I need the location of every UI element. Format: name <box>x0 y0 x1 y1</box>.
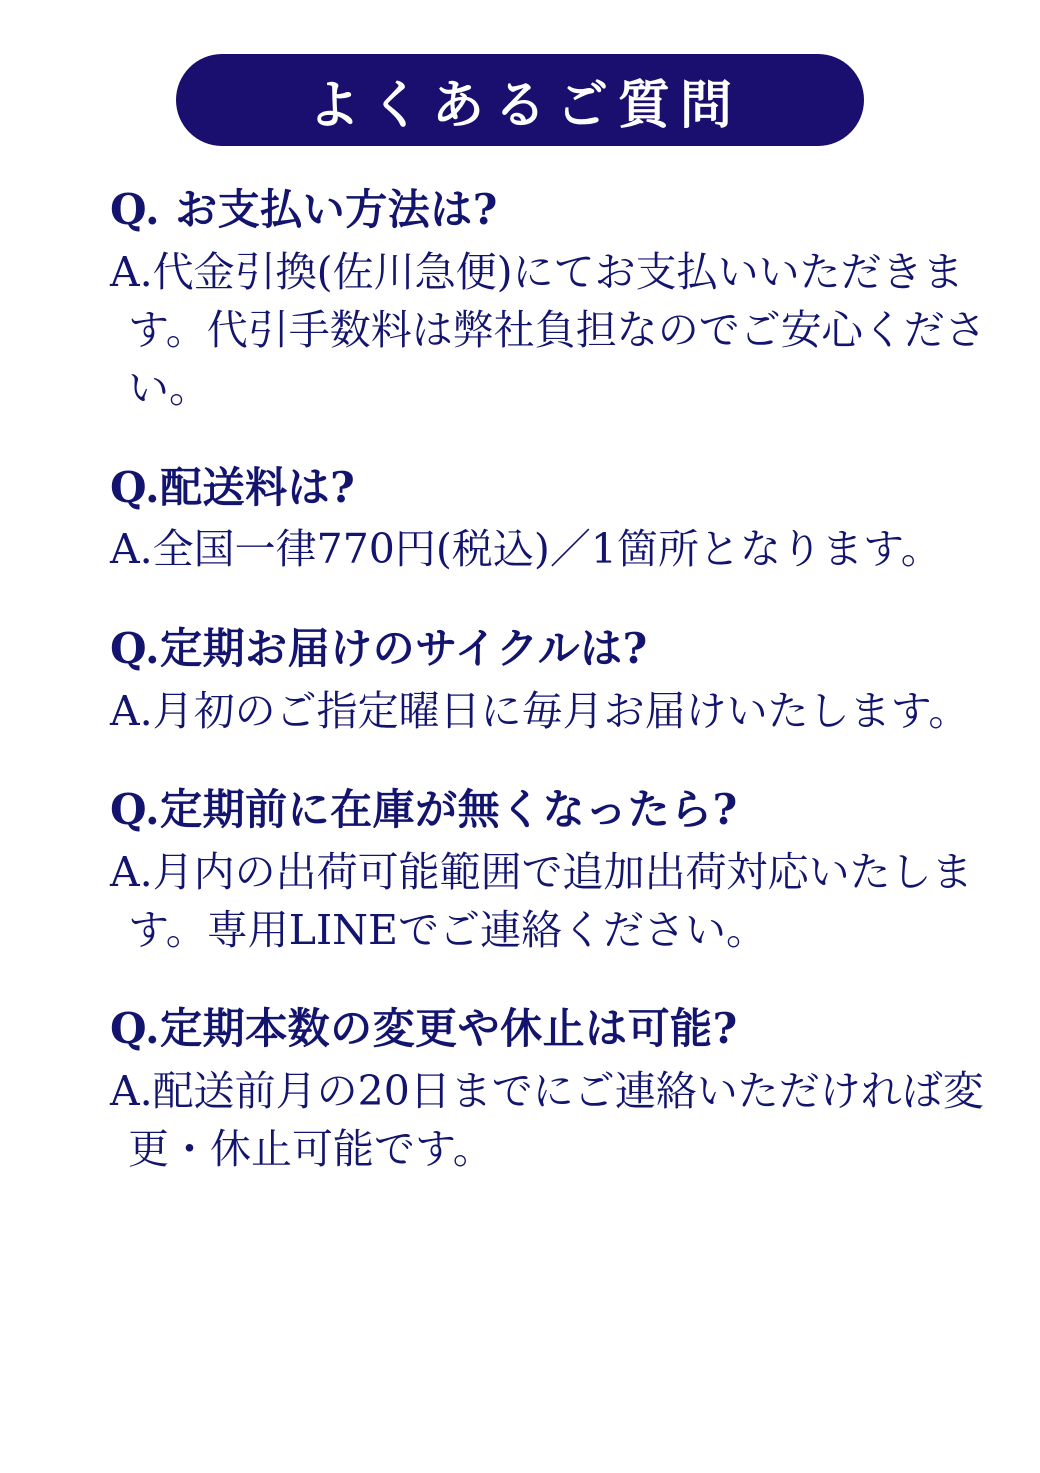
faq-answer <box>110 843 1004 959</box>
faq-list <box>0 184 1040 1179</box>
faq-question: Q.配送料は? <box>110 462 356 512</box>
faq-question: Q.定期前に在庫が無くなったら? <box>110 784 738 834</box>
faq-answer <box>110 243 1004 418</box>
faq-item <box>110 184 1004 418</box>
page-title: よくあるご質問 <box>176 54 864 146</box>
faq-answer-text: A.全国一律770円(税込)／1箇所となります。 <box>110 525 942 574</box>
faq-item <box>110 623 1004 740</box>
faq-item <box>110 1003 1004 1178</box>
faq-answer <box>110 682 1004 740</box>
page-header <box>0 0 1040 146</box>
faq-question: Q. お支払い方法は? <box>110 185 498 234</box>
faq-answer-text: A.月初のご指定曜日に毎月お届けいたします。 <box>110 686 970 735</box>
faq-item <box>110 462 1004 579</box>
faq-answer-text: A.配送前月の20日までにご連絡いただければ変更・休止可能です。 <box>110 1067 984 1174</box>
faq-answer-text: A.月内の出荷可能範囲で追加出荷対応いたします。専用LINEでご連絡ください。 <box>110 847 973 954</box>
faq-answer <box>110 1062 1004 1178</box>
faq-answer-text: A.代金引換(佐川急便)にてお支払いいただきます。代引手数料は弊社負担なのでご安心ください。 <box>110 247 986 413</box>
faq-item <box>110 784 1004 959</box>
faq-question: Q.定期本数の変更や休止は可能? <box>110 1004 738 1054</box>
faq-answer <box>110 520 1004 578</box>
faq-question: Q.定期お届けのサイクルは? <box>110 623 648 673</box>
